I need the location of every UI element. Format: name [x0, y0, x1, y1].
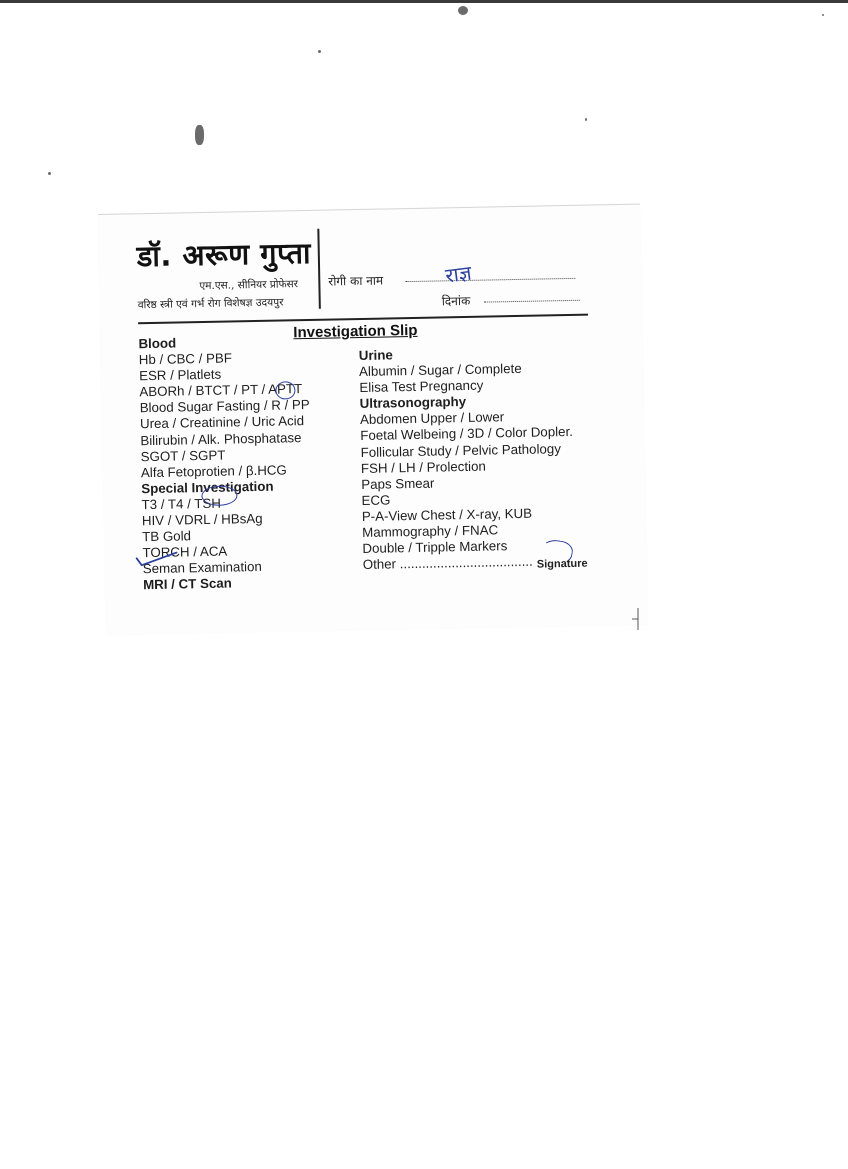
date-line: [484, 300, 580, 303]
scan-speck: [585, 118, 587, 121]
list-item: Mammography / FNAC: [362, 522, 499, 541]
scan-speck: [822, 14, 824, 16]
list-item: FSH / LH / Prolection: [360, 458, 486, 476]
scan-speck: [458, 6, 468, 15]
patient-name-line: [405, 278, 575, 282]
list-item: Seman Examination: [142, 559, 262, 577]
list-item: Alfa Fetoprotien / β.HCG: [140, 462, 287, 480]
list-item: Abdomen Upper / Lower: [359, 409, 505, 428]
list-item: Bilirubin / Alk. Phosphatase: [140, 429, 302, 448]
slip-title: Investigation Slip: [293, 321, 418, 342]
list-item: SGOT / SGPT: [140, 447, 226, 464]
list-item: Urine: [358, 347, 393, 364]
date-label: दिनांक: [441, 293, 471, 309]
investigation-slip: [98, 204, 648, 635]
list-item: T3 / T4 / TSH: [141, 495, 222, 513]
signature-label: Signature: [536, 557, 588, 571]
crop-mark: [632, 608, 644, 630]
list-item: TORCH / ACA: [142, 543, 228, 561]
list-item: Double / Tripple Markers: [362, 538, 508, 557]
scan-speck: [48, 172, 51, 175]
doctor-name: डॉ. अरूण गुप्ता: [136, 235, 312, 274]
list-item: HIV / VDRL / HBsAg: [141, 510, 263, 529]
list-item: Albumin / Sugar / Complete: [358, 360, 522, 380]
list-item: Urea / Creatinine / Uric Acid: [139, 413, 305, 432]
list-item: Hb / CBC / PBF: [138, 350, 233, 368]
list-item: ECG: [361, 492, 391, 508]
handwritten-tick-mark: [135, 552, 179, 567]
list-item: Paps Smear: [361, 475, 435, 492]
header-divider: [317, 229, 321, 309]
doctor-specialty: वरिष्ठ स्त्री एवं गर्भ रोग विशेषज्ञ उदयपुर: [137, 296, 284, 312]
list-item: TB Gold: [142, 528, 192, 545]
list-item: Special Investigation: [141, 478, 274, 497]
list-item: Ultrasonography: [359, 394, 467, 412]
list-item: Blood Sugar Fasting / R / PP: [139, 397, 310, 416]
list-item: ABORh / BTCT / PT / APTT: [139, 381, 303, 400]
list-item: P-A-View Chest / X-ray, KUB: [361, 505, 533, 524]
right-test-list: [359, 343, 623, 573]
scan-speck: [318, 50, 321, 53]
list-item: Follicular Study / Pelvic Pathology: [360, 440, 562, 460]
list-item: Foetal Welbeing / 3D / Color Dopler.: [360, 424, 574, 444]
list-item: Other ....................................: [362, 553, 533, 573]
list-item: MRI / CT Scan: [142, 575, 232, 593]
scan-speck: [195, 125, 204, 145]
list-item: Blood: [138, 335, 177, 352]
list-item: Elisa Test Pregnancy: [359, 377, 484, 396]
scan-top-edge: [0, 0, 848, 3]
patient-name-label: रोगी का नाम: [328, 273, 384, 289]
list-item: ESR / Platlets: [138, 366, 222, 384]
doctor-qualification: एम.एस., सीनियर प्रोफेसर: [199, 278, 299, 293]
patient-name-handwritten: राज्ञ: [443, 260, 473, 288]
